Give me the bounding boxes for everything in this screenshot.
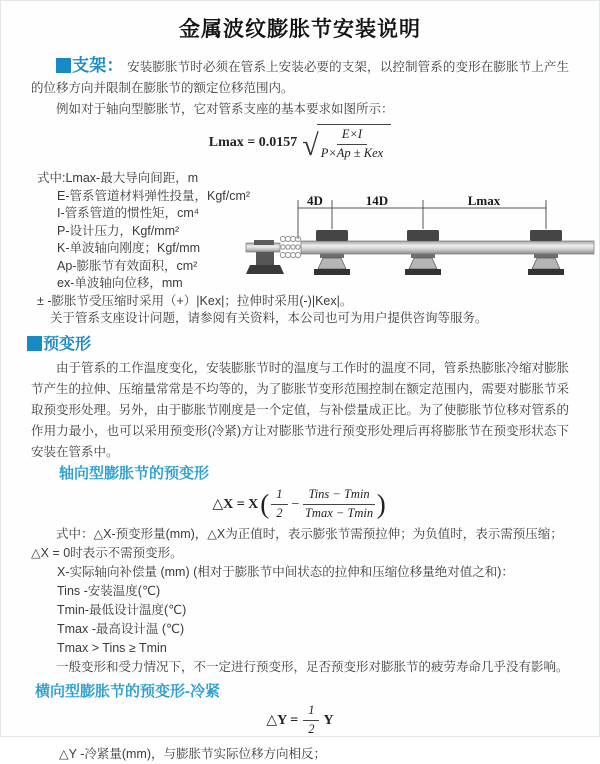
formula-axial-frac1-num: 1	[271, 487, 287, 505]
dim-label-lmax: Lmax	[467, 193, 501, 208]
formula-transverse-den: 2	[308, 722, 315, 736]
axial-def-line: X-实际轴向补偿量 (mm) (相对于膨胀节中间状态的拉伸和压缩位移量绝对值之和)：	[57, 564, 514, 579]
predeform-heading-text: 预变形	[43, 335, 92, 353]
section-heading-support: 支架：	[72, 56, 124, 75]
section-marker-icon	[27, 336, 42, 351]
definition-item: K-单波轴向刚度；Kgf/mm	[57, 241, 201, 255]
pipe-main	[301, 241, 594, 254]
definition-item: 式中:Lmax-最大导向间距，m	[37, 171, 199, 185]
axial-def-line: Tmin-最低设计温度(℃)	[57, 602, 187, 617]
dim-label-14d: 14D	[365, 193, 389, 208]
page-title: 金属波纹膨胀节安装说明	[179, 18, 421, 41]
sqrt-symbol-icon: √	[302, 129, 319, 162]
axial-def-line: Tins -安装温度(℃)	[57, 583, 161, 598]
axial-def-line: Tmax > Tins ≥ Tmin	[57, 640, 167, 655]
support-paragraph	[31, 55, 569, 99]
support-example-text: 例如对于轴向型膨胀节，它对管系支座的基本要求如图所示：	[56, 102, 394, 116]
close-paren: )	[376, 488, 386, 519]
predeform-paragraph: 由于管系的工作温度变化，安装膨胀节时的温度与工作时的温度不同，管系热膨胀冷缩对膨胀节产生的拉伸、压缩量常常是不均等的，为了膨胀节变形范围控制在额定范围内，需要对膨胀节采取预变形处理。另外，由于膨胀节刚度是一个定值，与补偿量成正比。为了使膨胀节位移对管系的作用力最小，也可以采用预变形(冷紧)方让对膨胀节进行预变形处理后再将膨胀节在预变形状态下安装在管系中。	[31, 360, 569, 459]
axial-paragraph: 式中：△X-预变形量(mm)，△X为正值时，表示膨张节需预拉伸；为负值时，表示需预压缩；△X = 0时表示不需预变形。	[31, 526, 563, 560]
formula-axial-frac2-den: Tmax − Tmin	[304, 506, 374, 520]
definition-item: E-管系管道材料弹性投量，Kgf/cm²	[57, 188, 251, 203]
formula-axial	[31, 485, 569, 525]
definition-item: ex-单波轴向位移，mm	[57, 276, 183, 290]
subsection-heading-axial: 轴向型膨胀节的预变形	[59, 464, 210, 482]
pipe-support-diagram	[246, 194, 596, 291]
formula-transverse-lhs: △Y =	[266, 713, 299, 728]
definition-item: P-设计压力，Kgf/mm²	[57, 223, 180, 238]
definition-item: ± -膨胀节受压缩时采用（+）|Kex|；拉伸时采用(-)|Kex|。	[37, 293, 353, 308]
axial-note: 一般变形和受力情况下，不一定进行预变形，足否预变形对膨胀节的疲劳寿命几乎没有影响。	[56, 659, 569, 674]
definition-item: Ap-膨胀节有效面积，cm²	[57, 258, 198, 273]
open-paren: (	[260, 488, 270, 519]
section-marker-icon	[56, 58, 71, 73]
formula-lmax-denominator: P×Ap ± Kex	[320, 146, 384, 160]
formula-lmax-lhs: Lmax = 0.0157	[208, 135, 298, 150]
minus-operator: −	[291, 496, 300, 512]
subsection-heading-transverse: 横向型膨胀节的预变形-冷紧	[35, 682, 220, 700]
section-heading-predeform	[27, 334, 569, 356]
dim-label-4d: 4D	[307, 193, 323, 208]
axial-def-line: Tmax -最高设计温 (℃)	[57, 621, 185, 636]
formula-transverse-num: 1	[303, 703, 319, 721]
formula-lmax-numerator: E×I	[337, 127, 367, 145]
formula-lmax	[31, 122, 569, 164]
sqrt-radical	[302, 124, 391, 161]
transverse-note: △Y -冷紧量(mm)，与膨胀节实际位移方向相反；	[59, 746, 327, 761]
formula-axial-lhs: △X = X	[212, 497, 259, 512]
formula-axial-frac1-den: 2	[276, 506, 283, 520]
definition-item: I-管系管道的惯性矩，cm⁴	[57, 206, 200, 220]
bellows-icon	[280, 236, 300, 257]
axial-definitions	[31, 525, 569, 677]
support-intro-text: 安装膨胀节时必须在管系上安装必要的支架，以控制管系的变形在膨胀节上产生的位移方向并限制在膨胀节的额定位移范围内。	[31, 60, 569, 95]
formula-transverse	[31, 705, 569, 737]
support-service-note: 关于管系支座设计问题，请参阅有关资料，本公司也可为用户提供咨询等服务。	[50, 311, 488, 325]
formula-transverse-rhs: Y	[323, 712, 334, 728]
formula-axial-frac2-num: Tins − Tmin	[303, 487, 374, 505]
